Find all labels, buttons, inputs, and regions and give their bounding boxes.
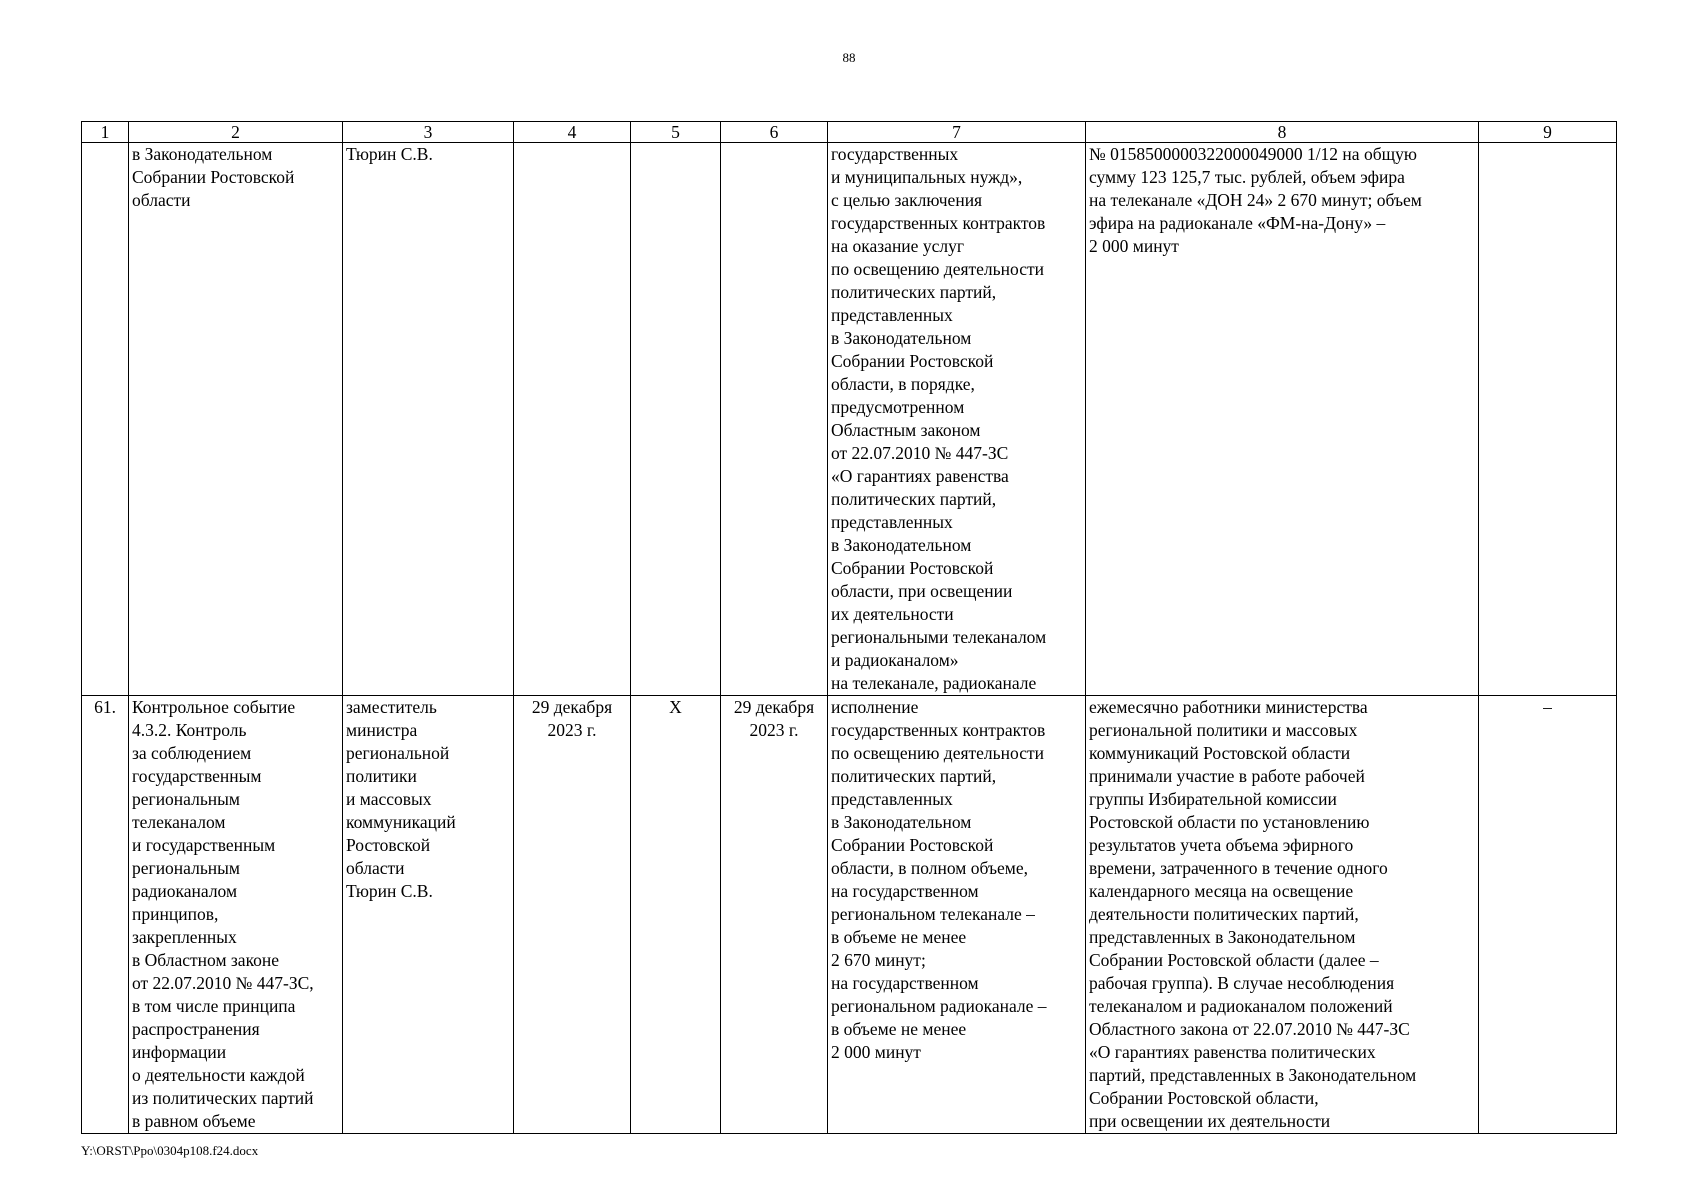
- planned-result-cell: исполнение государственных контрактов по освещению деятельности политических партий, представленных в Законодательном Собрании Ростовской области, в полном объеме, на государственном региональном телеканале – в объеме не менее 2 670 минут; на государственном региональном радиоканале – в объеме не менее 2 000 минут: [828, 696, 1086, 1134]
- column-header-7: 7: [828, 122, 1086, 143]
- column-header-2: 2: [129, 122, 343, 143]
- header-row: [82, 122, 1617, 143]
- notes-cell: [1479, 143, 1617, 696]
- notes-cell: –: [1479, 696, 1617, 1134]
- column-header-3: 3: [343, 122, 514, 143]
- column-header-5: 5: [631, 122, 721, 143]
- row-number-cell: 61.: [82, 696, 129, 1134]
- actual-date-cell: [721, 143, 828, 696]
- column-header-6: 6: [721, 122, 828, 143]
- column-header-9: 9: [1479, 122, 1617, 143]
- row-number-cell: [82, 143, 129, 696]
- column-header-1: 1: [82, 122, 129, 143]
- event-name-cell: Контрольное событие 4.3.2. Контроль за соблюдением государственным региональным телеканалом и государственным региональным радиоканалом принципов, закрепленных в Областном законе от 22.07.2010 № 447-ЗС, в том числе принципа распространения информации о деятельности каждой из политических партий в равном объеме: [129, 696, 343, 1134]
- table-row: [82, 143, 1617, 696]
- column-header-4: 4: [514, 122, 631, 143]
- report-table: [81, 121, 1617, 1134]
- actual-result-cell: № 0158500000322000049000 1/12 на общую сумму 123 125,7 тыс. рублей, объем эфира на телеканале «ДОН 24» 2 670 минут; объем эфира на радиоканале «ФМ-на-Дону» – 2 000 минут: [1086, 143, 1479, 696]
- planned-result-cell: государственных и муниципальных нужд», с целью заключения государственных контрактов на оказание услуг по освещению деятельности политических партий, представленных в Законодательном Собрании Ростовской области, в порядке, предусмотренном Областным законом от 22.07.2010 № 447-ЗС «О гарантиях равенства политических партий, представленных в Законодательном Собрании Ростовской области, при освещении их деятельности региональными телеканалом и радиоканалом» на телеканале, радиоканале: [828, 143, 1086, 696]
- file-path-footer: Y:\ORST\Ppo\0304p108.f24.docx: [81, 1143, 259, 1158]
- actual-result-cell: ежемесячно работники министерства региональной политики и массовых коммуникаций Ростовской области принимали участие в работе рабочей группы Избирательной комиссии Ростовской области по установлению результатов учета объема эфирного времени, затраченного в течение одного календарного месяца на освещение деятельности политических партий, представленных в Законодательном Собрании Ростовской области (далее – рабочая группа). В случае несоблюдения телеканалом и радиоканалом положений Областного закона от 22.07.2010 № 447-ЗС «О гарантиях равенства политических партий, представленных в Законодательном Собрании Ростовской области, при освещении их деятельности: [1086, 696, 1479, 1134]
- planned-date-cell: 29 декабря 2023 г.: [514, 696, 631, 1134]
- event-name-cell: в Законодательном Собрании Ростовской области: [129, 143, 343, 696]
- actual-date-cell: 29 декабря 2023 г.: [721, 696, 828, 1134]
- column-5-cell: [631, 143, 721, 696]
- responsible-cell: заместитель министра региональной политики и массовых коммуникаций Ростовской области Тюрин С.В.: [343, 696, 514, 1134]
- column-5-cell: Х: [631, 696, 721, 1134]
- planned-date-cell: [514, 143, 631, 696]
- page-number: 88: [842, 50, 856, 65]
- column-header-8: 8: [1086, 122, 1479, 143]
- responsible-cell: Тюрин С.В.: [343, 143, 514, 696]
- table-row: [82, 696, 1617, 1134]
